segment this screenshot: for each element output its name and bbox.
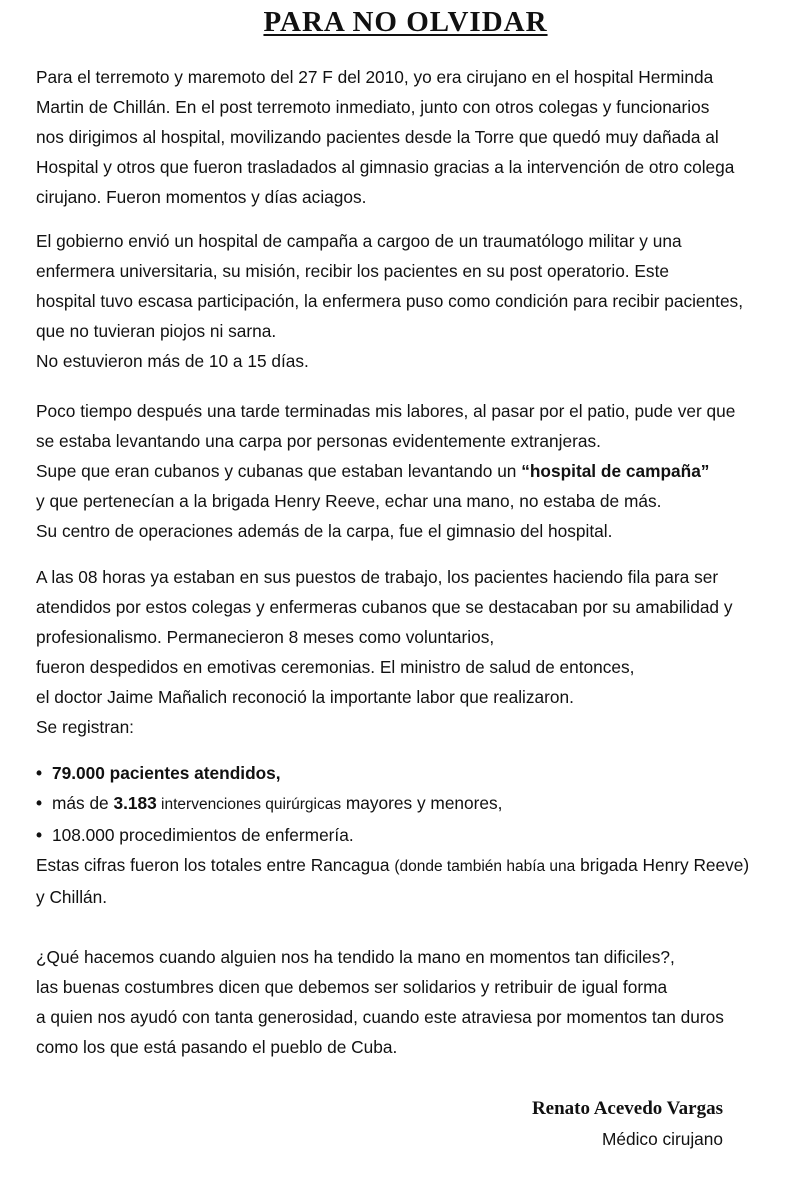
list-item-number: 3.183 <box>113 793 157 813</box>
paragraph-line <box>36 456 796 486</box>
paragraph-line <box>36 850 796 882</box>
paragraph-line: a quien nos ayudó con tanta generosidad, cuando este atraviesa por momentos tan duros <box>36 1007 724 1027</box>
paragraph-earthquake <box>36 62 796 212</box>
paragraph-line: se estaba levantando una carpa por personas evidentemente extranjeras. <box>36 431 601 451</box>
paragraph-spacer <box>36 912 796 942</box>
list-item-text: intervenciones quirúrgicas <box>156 796 342 813</box>
paragraph-line: profesionalismo. Permanecieron 8 meses como voluntarios, <box>36 627 495 647</box>
paragraph-line: cirujano. Fueron momentos y días aciagos. <box>36 187 367 207</box>
letter-body <box>36 62 796 1062</box>
paragraph-line: Poco tiempo después una tarde terminadas mis labores, al pasar por el patio, pude ver que <box>36 401 736 421</box>
paragraph-line: fueron despedidos en emotivas ceremonias. El ministro de salud de entonces, <box>36 657 635 677</box>
paragraph-cuban-brigade <box>36 396 796 546</box>
page-title-text: PARA NO OLVIDAR <box>263 6 548 38</box>
paragraph-line: Hospital y otros que fueron trasladados al gimnasio gracias a la intervención de otro colega <box>36 157 735 177</box>
paragraph-line: las buenas costumbres dicen que debemos ser solidarios y retribuir de igual forma <box>36 977 668 997</box>
bullet-icon: • <box>36 763 43 783</box>
paragraph-line: hospital tuvo escasa participación, la enfermera puso como condición para recibir pacientes, <box>36 291 743 311</box>
signature-block <box>532 1094 723 1154</box>
paragraph-spacer <box>36 376 796 396</box>
paragraph-line: A las 08 horas ya estaban en sus puestos de trabajo, los pacientes haciendo fila para ser <box>36 567 719 587</box>
paragraph-line: y que pertenecían a la brigada Henry Reeve, echar una mano, no estaba de más. <box>36 491 662 511</box>
paragraph-line: atendidos por estos colegas y enfermeras cubanos que se destacaban por su amabilidad y <box>36 597 733 617</box>
paragraph-line: como los que está pasando el pueblo de Cuba. <box>36 1037 398 1057</box>
line-text: (donde también había una <box>394 858 576 875</box>
signature-role: Médico cirujano <box>601 1129 723 1149</box>
paragraph-closing <box>36 942 796 1062</box>
page-title <box>0 6 811 39</box>
paragraph-line: Martin de Chillán. En el post terremoto inmediato, junto con otros colegas y funcionarios <box>36 97 710 117</box>
line-text: brigada Henry Reeve) <box>575 855 750 875</box>
statistics-list <box>36 758 796 850</box>
paragraph-spacer <box>36 212 796 226</box>
paragraph-line: el doctor Jaime Mañalich reconoció la importante labor que realizaron. <box>36 687 574 707</box>
list-item <box>36 788 796 820</box>
paragraph-line: Para el terremoto y maremoto del 27 F del 2010, yo era cirujano en el hospital Herminda <box>36 67 714 87</box>
list-item <box>36 758 796 788</box>
line-text: Estas cifras fueron los totales entre Rancagua <box>36 855 395 875</box>
paragraph-government-hospital <box>36 226 796 376</box>
field-hospital-emphasis: “hospital de campaña” <box>521 461 710 481</box>
paragraph-line: ¿Qué hacemos cuando alguien nos ha tendido la mano en momentos tan dificiles?, <box>36 947 675 967</box>
paragraph-line: Su centro de operaciones además de la carpa, fue el gimnasio del hospital. <box>36 521 613 541</box>
list-item <box>36 820 796 850</box>
paragraph-line: Se registran: <box>36 717 134 737</box>
bullet-icon: • <box>36 793 43 813</box>
bullet-icon: • <box>36 825 43 845</box>
paragraph-line: enfermera universitaria, su misión, recibir los pacientes en su post operatorio. Este <box>36 261 669 281</box>
list-item-text: 108.000 procedimientos de enfermería. <box>52 825 354 845</box>
paragraph-spacer <box>36 546 796 562</box>
paragraph-line: que no tuvieran piojos ni sarna. <box>36 321 277 341</box>
list-item-text: 79.000 pacientes atendidos, <box>52 763 281 783</box>
paragraph-line: nos dirigimos al hospital, movilizando pacientes desde la Torre que quedó muy dañada al <box>36 127 719 147</box>
paragraph-line: No estuvieron más de 10 a 15 días. <box>36 351 309 371</box>
paragraph-spacer <box>36 742 796 758</box>
signature-name: Renato Acevedo Vargas <box>531 1098 723 1119</box>
list-item-text: más de <box>52 793 114 813</box>
paragraph-line: y Chillán. <box>36 887 108 907</box>
paragraph-work <box>36 562 796 742</box>
paragraph-line: El gobierno envió un hospital de campaña a cargoo de un traumatólogo militar y una <box>36 231 682 251</box>
line-text: Supe que eran cubanos y cubanas que estaban levantando un <box>36 461 522 481</box>
list-item-text: mayores y menores, <box>341 793 503 813</box>
paragraph-totals <box>36 850 796 912</box>
